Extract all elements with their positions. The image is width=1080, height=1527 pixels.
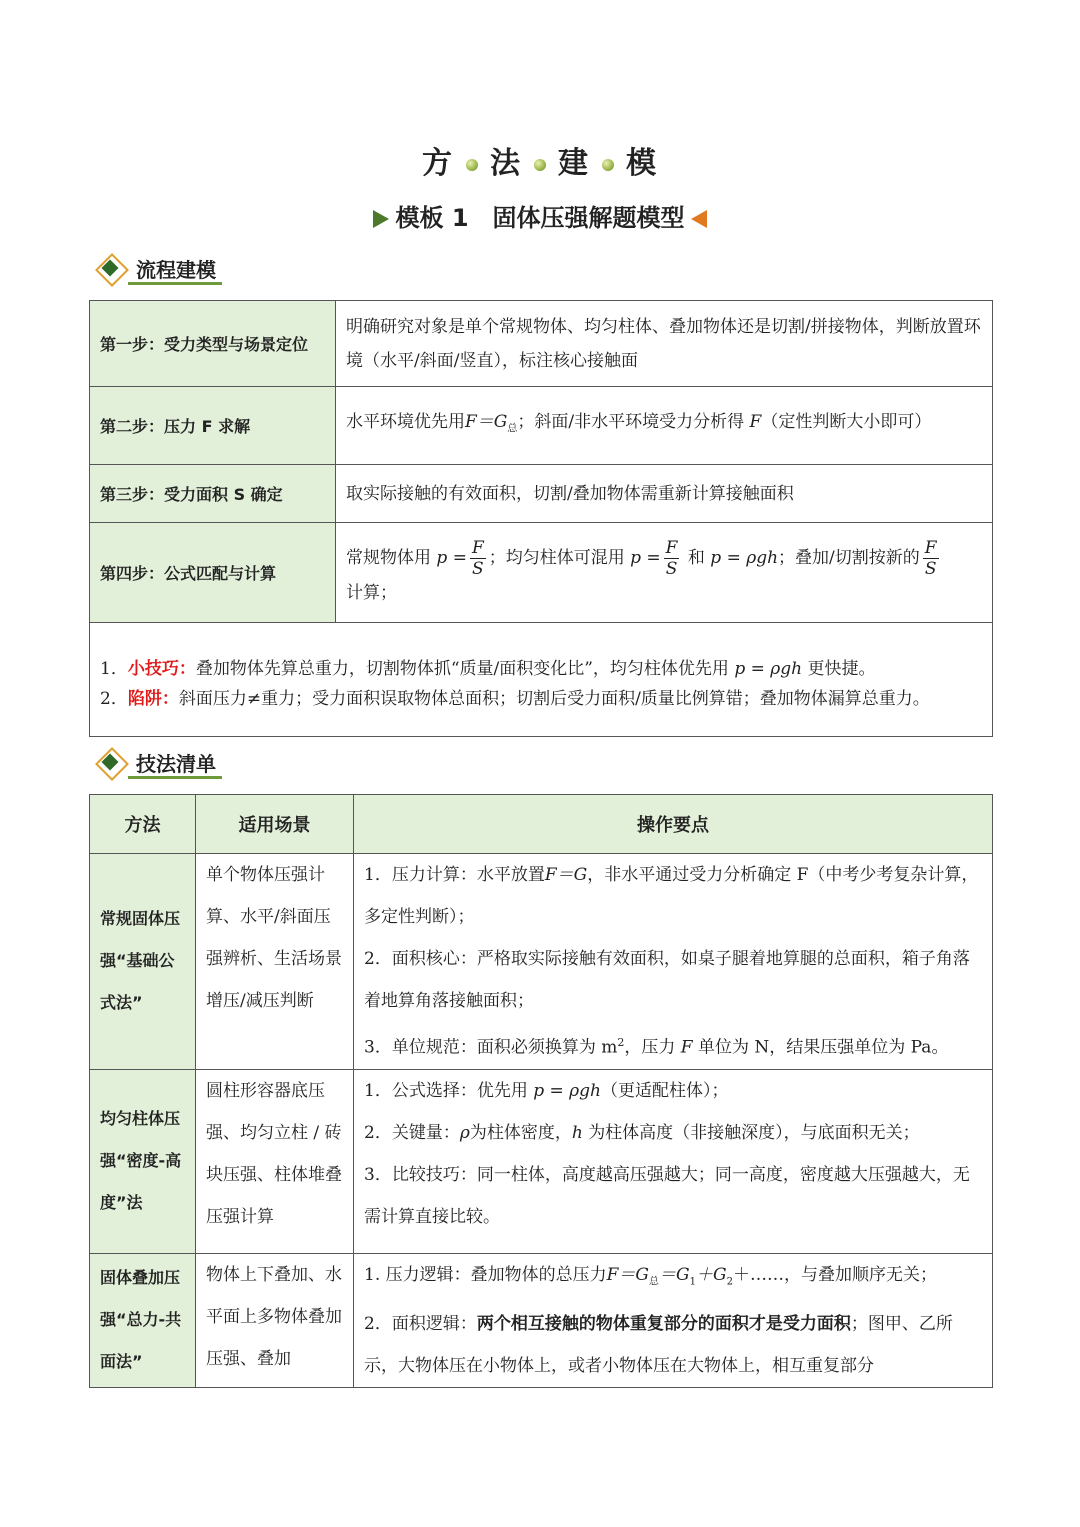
method-cell: 固体叠加压强“总力-共面法” (90, 1253, 196, 1387)
step-label: 第二步：压力 F 求解 (90, 387, 336, 465)
diamond-icon (96, 254, 124, 282)
fraction: $\frac{F}{S}$ (471, 538, 484, 579)
title-char: 法 (490, 146, 522, 181)
table-row (90, 1069, 993, 1253)
title-char: 方 (422, 146, 454, 181)
column-header: 方法 (90, 795, 196, 854)
tips-row (90, 623, 993, 737)
method-cell: 常规固体压强“基础公式法” (90, 854, 196, 1070)
section-heading-label: 技法清单 (136, 752, 216, 776)
operation-cell: 1．公式选择：优先用 p = ρgh（更适配柱体）； 2．关键量：ρ为柱体密度，h 为柱体高度（非接触深度），与底面积无关； 3．比较技巧：同一柱体，高度越高压强越大；同一高度，密度越大压强越大，无需计算直接比较。 (354, 1069, 993, 1253)
title-dot-icon (534, 159, 546, 171)
operation-cell: 1. 压力逻辑：叠加物体的总压力$F=G_总=G_1+G_2+\dots\dots$，与叠加顺序无关； 2．面积逻辑：两个相互接触的物体重复部分的面积才是受力面积；图甲、乙所示，大物体压在小物体上，或者小物体压在大物体上，相互重复部分 (354, 1253, 993, 1387)
arrow-right-icon (373, 210, 389, 228)
section-heading-label: 流程建模 (136, 258, 216, 282)
fraction: $\frac{F}{S}$ (924, 538, 937, 579)
step-row (90, 465, 993, 523)
method-cell: 均匀柱体压强“密度-高度”法 (90, 1069, 196, 1253)
step-text: 水平环境优先用$F=G_总$；斜面/非水平环境受力分析得 F（定性判断大小即可） (336, 387, 993, 465)
tips-cell: 1．小技巧：叠加物体先算总重力，切割物体抓“质量/面积变化比”，均匀柱体优先用 p = ρgh 更快捷。 2．陷阱：斜面压力≠重力；受力面积误取物体总面积；切割后受力面积/质量比例算错；叠加物体漏算总重力。 (90, 623, 993, 737)
step-row (90, 301, 993, 387)
step-text: 明确研究对象是单个常规物体、均匀柱体、叠加物体还是切割/拼接物体，判断放置环境（水平/斜面/竖直），标注核心接触面 (336, 301, 993, 387)
title-char: 模 (626, 146, 658, 181)
table-row (90, 1253, 993, 1387)
column-header: 操作要点 (354, 795, 993, 854)
step-text: 常规物体用 p = $\frac{F}{S}$ ；均匀柱体可混用 p = $\frac{F}{S}$ 和 p = ρgh；叠加/切割按新的 $\frac{F}{S}$ 计算； (336, 523, 993, 623)
operation-cell: 1．压力计算：水平放置F＝G，非水平通过受力分析确定 F（中考少考复杂计算，多定性判断）； 2．面积核心：严格取实际接触有效面积，如桌子腿着地算腿的总面积，箱子角落着地算角落接触面积； 3．单位规范：面积必须换算为 $m^2$，压力 F 单位为 N，结果压强单位为 Pa。 (354, 854, 993, 1070)
diamond-icon (96, 748, 124, 776)
column-header: 适用场景 (196, 795, 354, 854)
page-title (0, 138, 1080, 182)
scene-cell: 单个物体压强计算、水平/斜面压强辨析、生活场景增压/减压判断 (196, 854, 354, 1070)
step-row (90, 387, 993, 465)
title-dot-icon (466, 159, 478, 171)
scene-cell: 物体上下叠加、水平面上多物体叠加压强、叠加 (196, 1253, 354, 1387)
techniques-table (89, 794, 993, 1388)
heading-underline (128, 282, 222, 285)
table-header-row (90, 795, 993, 854)
fraction: $\frac{F}{S}$ (665, 538, 678, 579)
heading-underline (128, 776, 222, 779)
title-char: 建 (558, 146, 590, 181)
step-label: 第四步：公式匹配与计算 (90, 523, 336, 623)
step-label: 第三步：受力面积 S 确定 (90, 465, 336, 523)
title-dot-icon (602, 159, 614, 171)
step-row (90, 523, 993, 623)
process-table (89, 300, 993, 737)
scene-cell: 圆柱形容器底压强、均匀立柱 / 砖块压强、柱体堆叠压强计算 (196, 1069, 354, 1253)
subtitle-text: 模板 1 固体压强解题模型 (395, 204, 685, 232)
table-row (90, 854, 993, 1070)
step-text: 取实际接触的有效面积，切割/叠加物体需重新计算接触面积 (336, 465, 993, 523)
arrow-left-icon (691, 210, 707, 228)
template-subtitle (0, 198, 1080, 233)
step-label: 第一步：受力类型与场景定位 (90, 301, 336, 387)
